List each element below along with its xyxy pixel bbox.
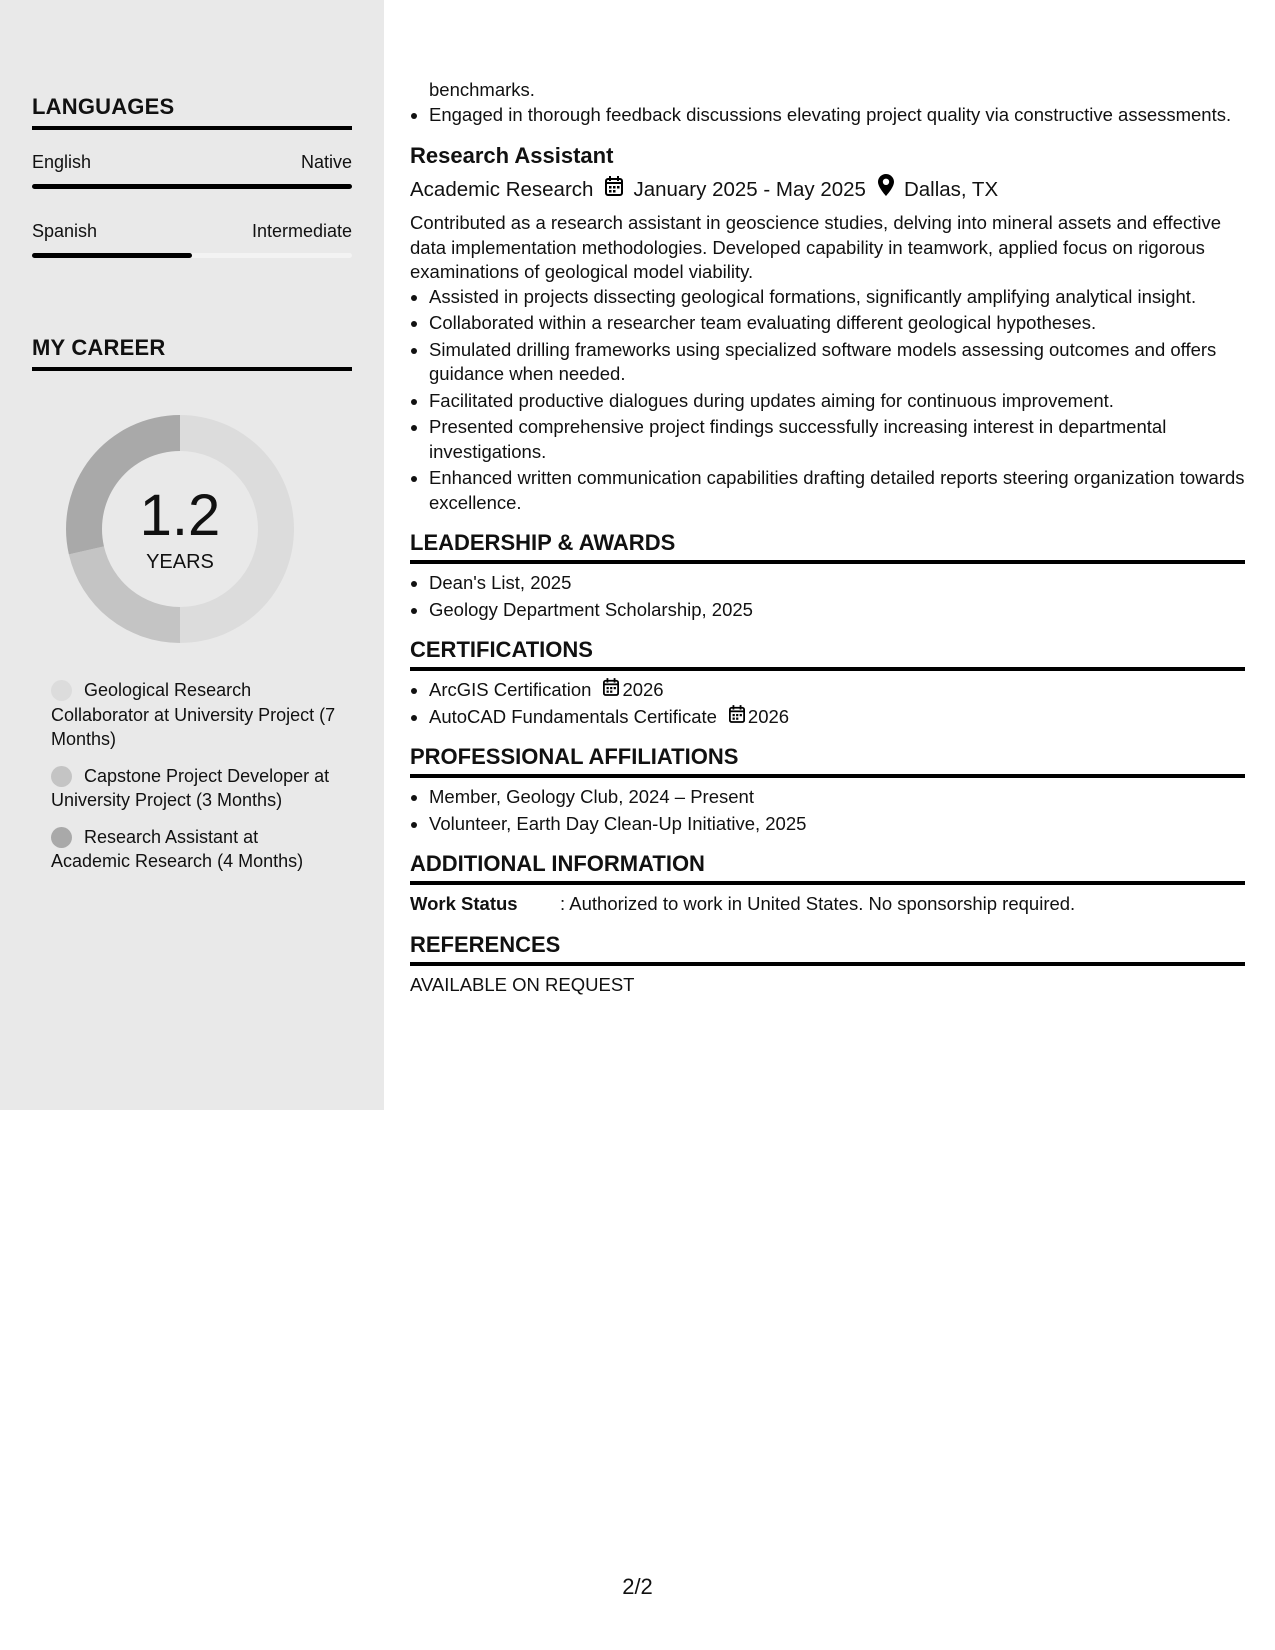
certification-year: 2026 (622, 679, 664, 700)
job-company: Academic Research (410, 177, 594, 201)
work-status-label: Work Status (410, 893, 518, 914)
list-item: • Enhanced written communication capabilities drafting detailed reports steering organization towards excellence. (429, 466, 1245, 515)
leadership-heading: LEADERSHIP & AWARDS (410, 530, 676, 555)
list-item (429, 678, 1245, 703)
calendar-icon (729, 705, 748, 730)
language-bar-fill (32, 253, 192, 258)
section-rule (410, 881, 1245, 885)
section-rule (410, 962, 1245, 966)
certifications-list (410, 678, 1245, 729)
language-bar-fill (32, 184, 352, 189)
section-rule (410, 560, 1245, 564)
leadership-list (410, 571, 1245, 622)
career-legend-item (51, 825, 341, 874)
calendar-icon (605, 175, 623, 205)
language-level: Intermediate (251, 221, 352, 241)
list-item: • Assisted in projects dissecting geological formations, significantly amplifying analytical insight. (429, 285, 1245, 310)
certification-date (729, 705, 789, 730)
job-dates: January 2025 - May 2025 (633, 177, 866, 201)
additional-info-heading: ADDITIONAL INFORMATION (410, 851, 705, 876)
legend-dot-icon (51, 827, 72, 848)
work-status-value: : Authorized to work in United States. No sponsorship required. (560, 893, 1076, 914)
career-donut-center (66, 415, 294, 643)
list-item: • Engaged in thorough feedback discussions elevating project quality via constructive assessments. (429, 103, 1245, 128)
language-level: Native (300, 152, 352, 172)
affiliations-list (410, 785, 1245, 836)
career-legend-label: Capstone Project Developer at University Project (3 Months) (51, 765, 330, 810)
job-location: Dallas, TX (903, 177, 999, 201)
affiliations-heading: PROFESSIONAL AFFILIATIONS (410, 744, 739, 769)
main-content (410, 78, 1245, 997)
page-number: 2/2 (622, 1574, 653, 1599)
language-name: Spanish (32, 221, 98, 241)
list-item: • Geology Department Scholarship, 2025 (429, 598, 1245, 623)
language-row-spanish (32, 221, 352, 242)
previous-bullet-continuation: benchmarks. (429, 79, 535, 100)
list-item: • Dean's List, 2025 (429, 571, 1245, 596)
calendar-icon (603, 678, 622, 703)
language-bar-spanish (32, 253, 352, 258)
language-name: English (32, 152, 92, 172)
references-text: AVAILABLE ON REQUEST (410, 973, 635, 995)
language-row-english (32, 152, 352, 173)
certification-name: ArcGIS Certification (429, 679, 592, 700)
career-total-years: 1.2 (139, 483, 221, 548)
work-status-row (410, 892, 1245, 917)
languages-heading: LANGUAGES (32, 94, 175, 119)
job-description: Contributed as a research assistant in geoscience studies, delving into mineral assets and effective data implementation methodologies. Developed capability in teamwork, applied focus on rigorous examinations of geological model viability. (410, 212, 1222, 282)
language-bar-english (32, 184, 352, 189)
career-legend (51, 678, 341, 886)
career-total-unit: YEARS (146, 551, 214, 573)
career-heading: MY CAREER (32, 335, 166, 360)
list-item: • Facilitated productive dialogues during updates aiming for continuous improvement. (429, 389, 1245, 414)
sidebar (0, 0, 384, 1110)
languages-heading-rule (32, 126, 352, 130)
section-rule (410, 667, 1245, 671)
certification-name: AutoCAD Fundamentals Certificate (429, 705, 717, 727)
career-legend-label: Research Assistant at Academic Research (4 Months) (51, 826, 304, 871)
section-rule (410, 774, 1245, 778)
career-heading-rule (32, 367, 352, 371)
list-item: • Volunteer, Earth Day Clean-Up Initiative, 2025 (429, 812, 1245, 837)
career-legend-item (51, 764, 341, 813)
list-item: • Simulated drilling frameworks using specialized software models assessing outcomes and offers guidance when needed. (429, 338, 1245, 387)
career-legend-label: Geological Research Collaborator at University Project (7 Months) (51, 680, 336, 749)
legend-dot-icon (51, 766, 72, 787)
job-meta (410, 174, 1245, 205)
references-heading: REFERENCES (410, 931, 561, 957)
certification-year: 2026 (747, 705, 790, 727)
certifications-heading: CERTIFICATIONS (410, 637, 593, 662)
career-legend-item (51, 678, 341, 752)
job-bullets (410, 285, 1245, 516)
career-donut-chart (66, 415, 294, 643)
list-item: • Presented comprehensive project findings successfully increasing interest in departmental investigations. (429, 415, 1245, 464)
job-title: Research Assistant (410, 143, 614, 168)
previous-job-bullets (410, 103, 1245, 128)
list-item (429, 705, 1245, 730)
list-item: • Collaborated within a researcher team evaluating different geological hypotheses. (429, 311, 1245, 336)
certification-date (603, 678, 663, 703)
location-pin-icon (878, 174, 894, 205)
list-item: • Member, Geology Club, 2024 – Present (429, 785, 1245, 810)
legend-dot-icon (51, 680, 72, 701)
